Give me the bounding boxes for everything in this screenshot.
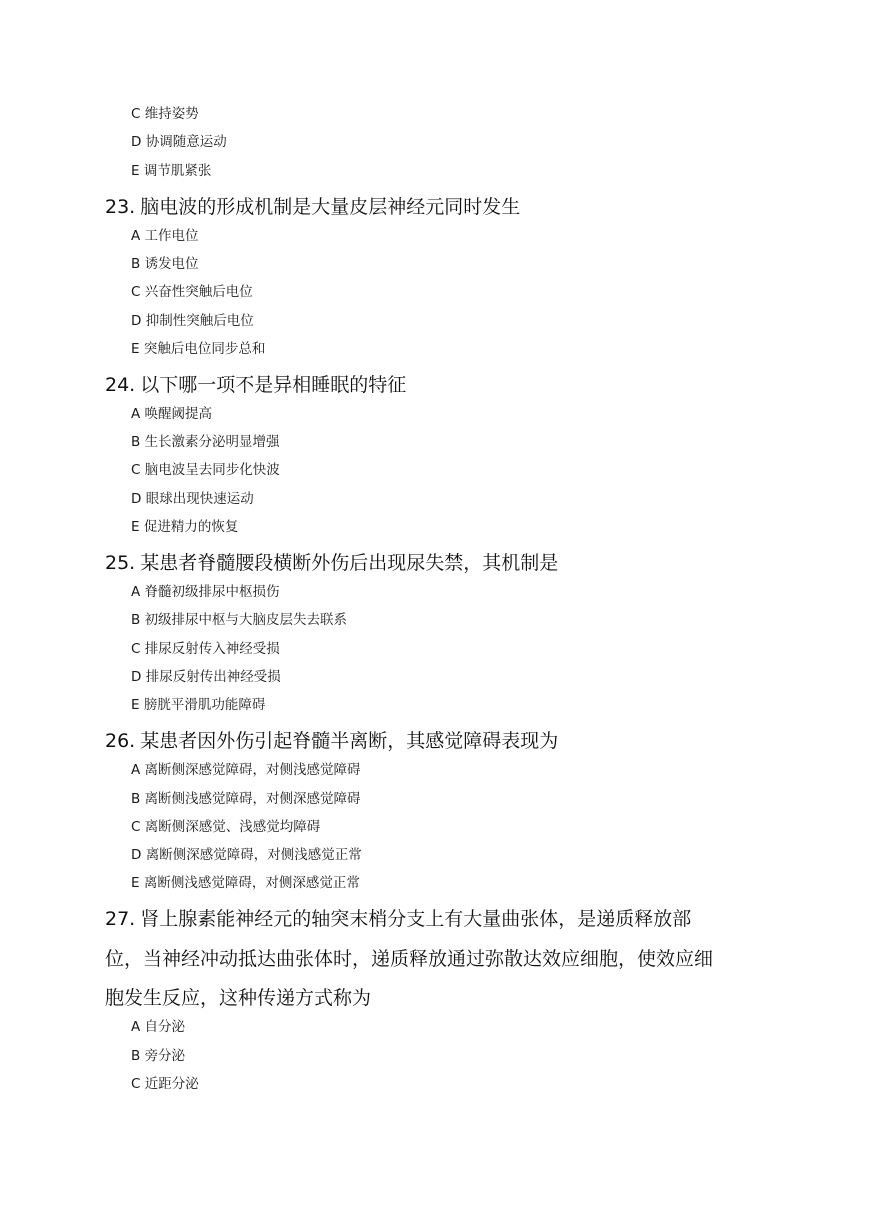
option-text: 膀胱平滑肌功能障碍 <box>143 697 266 714</box>
question-text: 某患者因外伤引起脊髓半离断，其感觉障碍表现为 <box>140 730 559 753</box>
option-letter: B <box>131 255 141 272</box>
option-e <box>131 518 238 536</box>
option-letter: D <box>131 312 142 329</box>
question-stem <box>105 194 520 220</box>
option-text: 近距分泌 <box>144 1076 199 1092</box>
option-letter: C <box>131 106 141 122</box>
option-letter: E <box>131 875 140 892</box>
question-stem-continuation <box>105 985 371 1011</box>
option-text: 排尿反射传入神经受损 <box>144 640 280 657</box>
option-e <box>131 162 211 180</box>
option-text: 工作电位 <box>144 227 199 244</box>
option-text: 唤醒阈提高 <box>144 405 213 422</box>
option-text: 抑制性突触后电位 <box>145 312 254 329</box>
question-text: 以下哪一项不是异相睡眠的特征 <box>140 373 407 396</box>
option-letter: A <box>131 227 141 244</box>
option-text: 协调随意运动 <box>145 134 227 151</box>
option-c <box>131 283 253 301</box>
question-stem <box>105 550 558 576</box>
option-text: 离断侧深感觉障碍，对侧浅感觉障碍 <box>144 762 361 779</box>
option-letter: D <box>131 134 142 151</box>
option-letter: E <box>131 340 140 357</box>
option-e <box>131 340 265 358</box>
option-c <box>131 818 320 836</box>
option-text: 离断侧浅感觉障碍，对侧深感觉正常 <box>143 875 360 892</box>
option-text: 眼球出现快速运动 <box>145 490 254 507</box>
option-c <box>131 105 199 123</box>
question-number: 23. <box>105 195 136 218</box>
option-letter: D <box>131 490 142 507</box>
option-letter: A <box>131 405 141 422</box>
option-c <box>131 640 280 658</box>
option-letter: C <box>131 818 141 835</box>
option-text: 初级排尿中枢与大脑皮层失去联系 <box>144 612 348 629</box>
option-letter: C <box>131 640 141 657</box>
option-a <box>131 1018 185 1036</box>
option-letter: A <box>131 762 141 779</box>
option-letter: A <box>131 1019 141 1036</box>
option-letter: C <box>131 462 141 479</box>
option-c <box>131 1075 199 1093</box>
question-text: 脑电波的形成机制是大量皮层神经元同时发生 <box>140 195 521 218</box>
question-stem-continuation <box>105 946 713 972</box>
question-text: 胞发生反应，这种传递方式称为 <box>105 987 372 1010</box>
question-text: 某患者脊髓腰段横断外伤后出现尿失禁，其机制是 <box>140 552 559 574</box>
option-letter: E <box>131 519 140 535</box>
question-text: 位，当神经冲动抵达曲张体时，递质释放通过弥散达效应细胞，使效应细 <box>105 947 714 970</box>
option-a <box>131 227 199 245</box>
option-text: 排尿反射传出神经受损 <box>145 668 281 685</box>
option-d <box>131 668 281 686</box>
option-b <box>131 611 347 629</box>
option-letter: E <box>131 162 140 179</box>
option-e <box>131 696 265 714</box>
option-d <box>131 490 254 508</box>
option-text: 维持姿势 <box>144 106 199 122</box>
option-a <box>131 761 361 779</box>
question-stem <box>105 906 691 932</box>
option-letter: D <box>131 847 142 864</box>
option-text: 离断侧浅感觉障碍，对侧深感觉障碍 <box>144 790 361 807</box>
option-text: 生长激素分泌明显增强 <box>144 434 280 451</box>
question-stem <box>105 728 558 754</box>
option-d <box>131 846 362 864</box>
option-text: 突触后电位同步总和 <box>143 340 266 357</box>
option-letter: C <box>131 284 141 301</box>
option-text: 调节肌紧张 <box>143 162 212 179</box>
option-letter: B <box>131 1047 141 1064</box>
option-b <box>131 790 361 808</box>
option-letter: D <box>131 668 142 685</box>
option-e <box>131 874 360 892</box>
question-number: 24. <box>105 373 136 396</box>
option-text: 促进精力的恢复 <box>143 519 239 535</box>
question-stem <box>105 372 406 398</box>
option-b <box>131 433 280 451</box>
option-text: 兴奋性突触后电位 <box>144 284 253 301</box>
option-d <box>131 133 227 151</box>
option-d <box>131 312 254 330</box>
option-c <box>131 461 280 479</box>
option-a <box>131 405 212 423</box>
question-number: 26. <box>105 730 136 753</box>
option-a <box>131 583 280 601</box>
option-text: 诱发电位 <box>144 255 199 272</box>
option-letter: B <box>131 434 141 451</box>
option-letter: A <box>131 584 141 600</box>
option-text: 自分泌 <box>144 1019 186 1036</box>
question-text: 肾上腺素能神经元的轴突末梢分支上有大量曲张体，是递质释放部 <box>140 908 692 931</box>
option-letter: E <box>131 697 140 714</box>
option-b <box>131 1047 185 1065</box>
option-text: 离断侧深感觉障碍，对侧浅感觉正常 <box>145 847 362 864</box>
option-text: 脑电波呈去同步化快波 <box>144 462 280 479</box>
option-letter: B <box>131 612 141 629</box>
question-number: 25. <box>105 552 136 574</box>
option-b <box>131 255 199 273</box>
option-text: 离断侧深感觉、浅感觉均障碍 <box>144 818 321 835</box>
option-text: 旁分泌 <box>144 1047 186 1064</box>
option-letter: C <box>131 1076 141 1092</box>
question-number: 27. <box>105 908 136 931</box>
option-letter: B <box>131 790 141 807</box>
option-text: 脊髓初级排尿中枢损伤 <box>144 584 280 600</box>
